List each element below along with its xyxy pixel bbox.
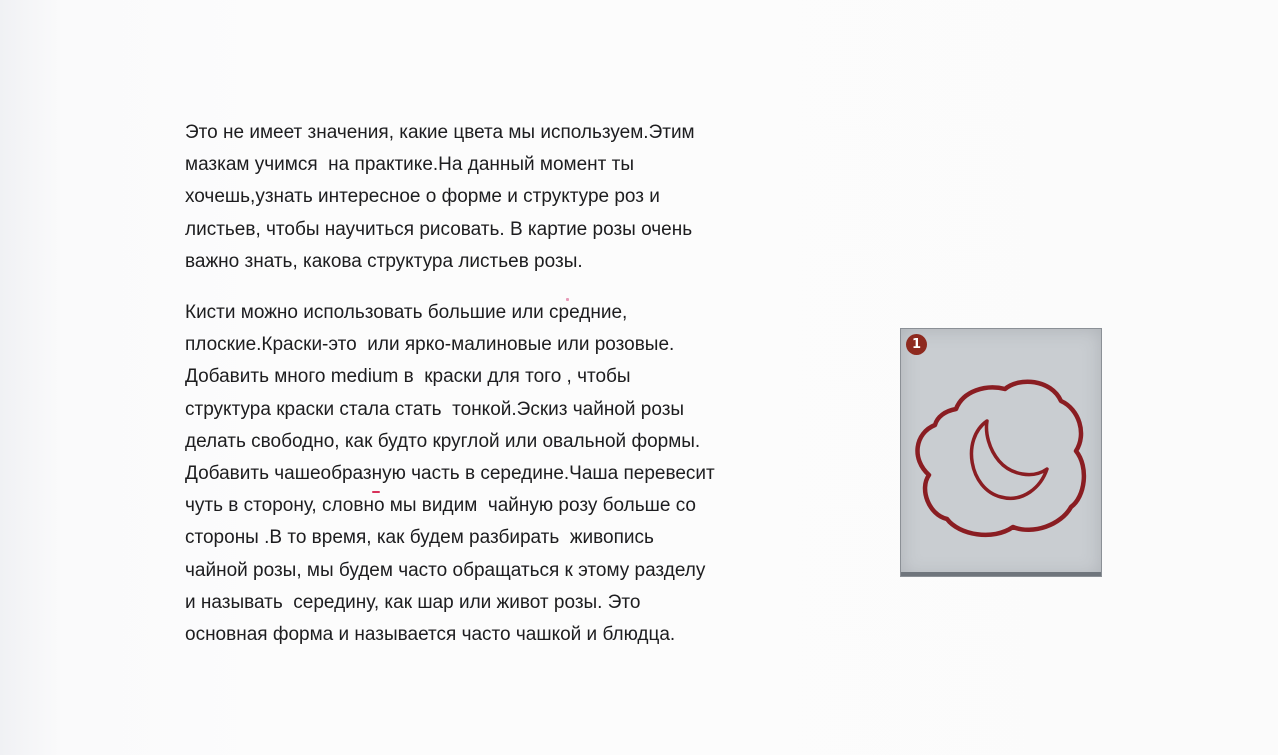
paragraph-1-line: листьев, чтобы научиться рисовать. В картие розы очень: [185, 218, 693, 240]
figure-bottom-edge: [901, 572, 1101, 576]
paragraph-1: [185, 117, 805, 278]
rose-outline-stroke: [918, 382, 1084, 535]
paragraph-1-line: мазкам учимся на практике.На данный момент ты: [185, 154, 635, 176]
rose-cup-crescent: [971, 421, 1047, 498]
paragraph-2-line: и называть середину, как шар или живот розы. Это: [185, 591, 641, 613]
paragraph-1-line: хочешь,узнать интересное о форме и структуре роз и: [185, 186, 660, 208]
paragraph-2-line: структура краски стала стать тонкой.Эскиз чайной розы: [185, 398, 685, 420]
paragraph-2-line: основная форма и называется часто чашкой и блюдца.: [185, 624, 676, 646]
paragraph-2-line: стороны .В то время, как будем разбирать живопись: [185, 527, 654, 549]
step-number-badge: 1: [906, 334, 927, 355]
paragraph-2-line: чуть в сторону, словно мы видим чайную розу больше со: [185, 495, 696, 517]
paragraph-1-line: важно знать, какова структура листьев розы.: [185, 250, 583, 272]
rose-sketch-figure: [900, 328, 1102, 577]
ink-speck: [566, 298, 569, 301]
paragraph-2-line: делать свободно, как будто круглой или овальной формы.: [185, 430, 701, 452]
paragraph-2-line: Кисти можно использовать большие или средние,: [185, 302, 628, 323]
paragraph-2-line: Добавить чашеобразную часть в середине.Чаша перевесит: [185, 463, 715, 485]
ink-speck: [372, 491, 380, 493]
paragraph-2-line: плоские.Краски-это или ярко-малиновые или розовые.: [185, 334, 675, 356]
paragraph-2-line: чайной розы, мы будем часто обращаться к этому разделу: [185, 559, 706, 581]
paragraph-2: [185, 297, 805, 651]
rose-sketch-icon: [901, 329, 1101, 576]
paragraph-1-line: Это не имеет значения, какие цвета мы используем.Этим: [185, 122, 695, 143]
paragraph-2-line: Добавить много medium в краски для того , чтобы: [185, 366, 631, 388]
